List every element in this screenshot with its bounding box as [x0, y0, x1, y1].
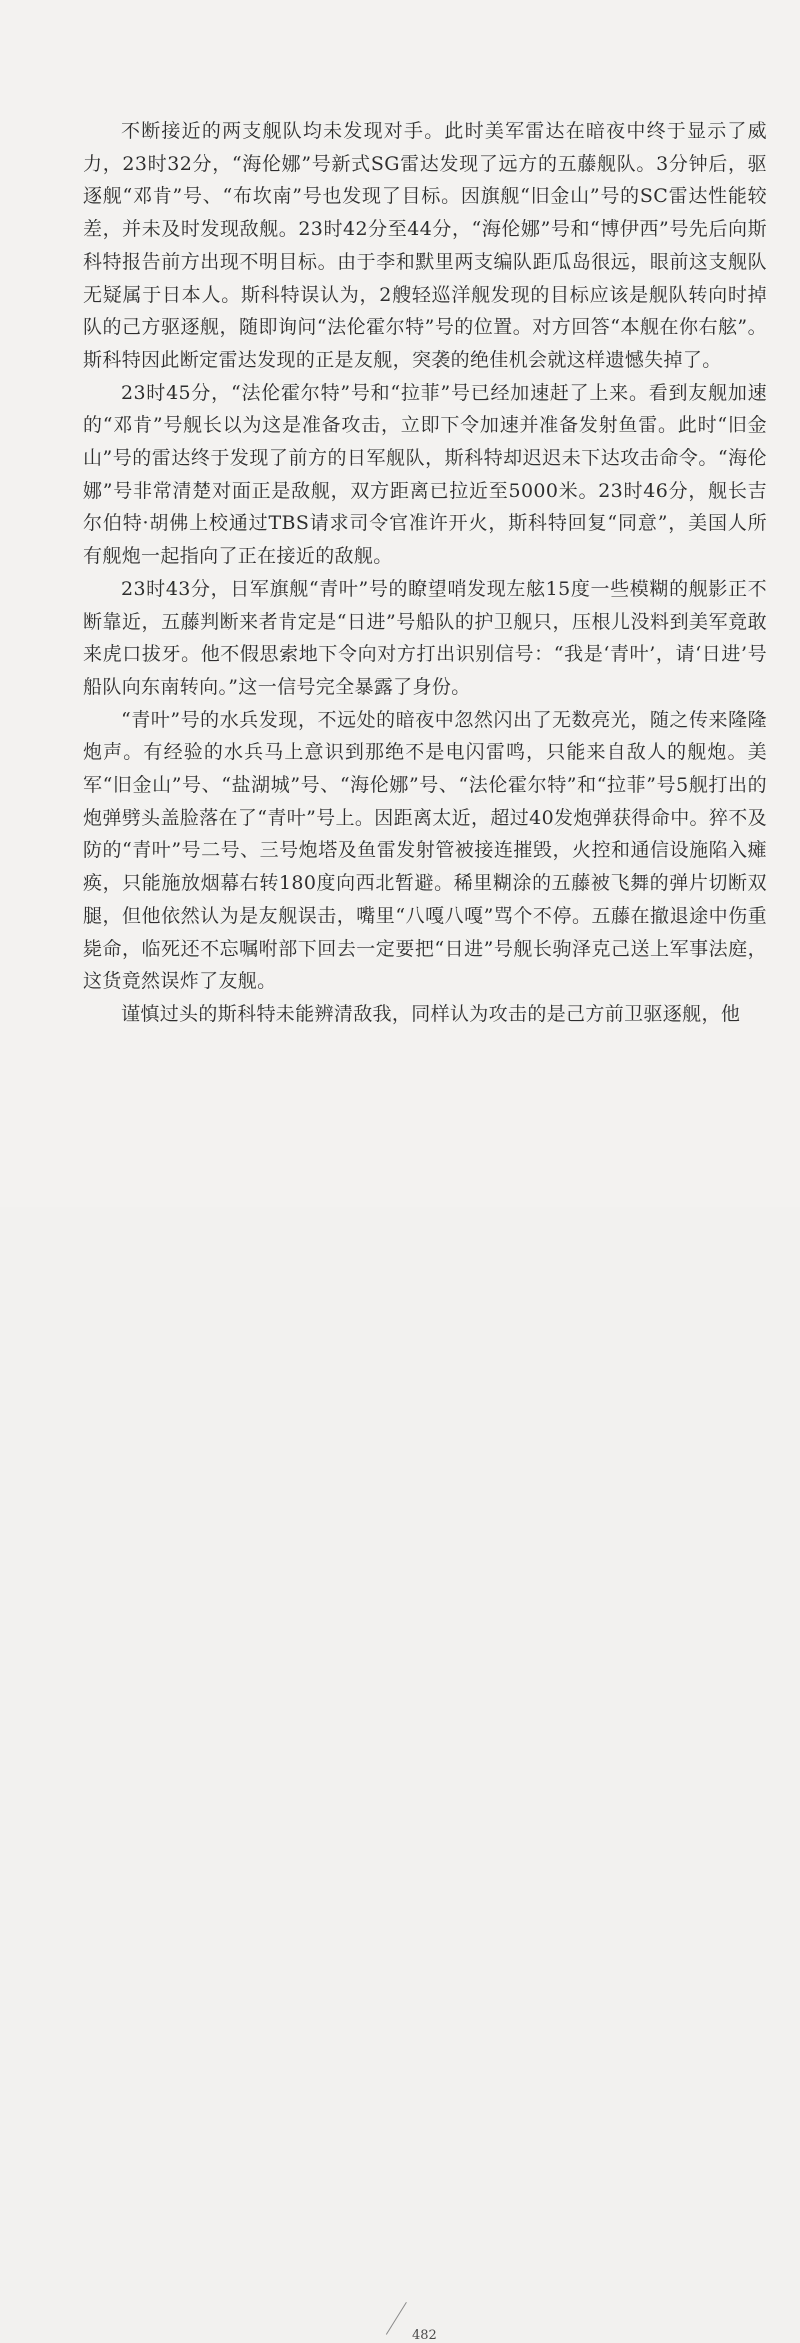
page-number: 482 [412, 2328, 437, 2343]
paragraph-5: 谨慎过头的斯科特未能辨清敌我，同样认为攻击的是己方前卫驱逐舰，他 [121, 1002, 741, 1025]
page-number-slash-decoration [386, 2302, 407, 2335]
paragraph-1: 不断接近的两支舰队均未发现对手。此时美军雷达在暗夜中终于显示了威力，23时32分，“海伦娜”号新式SG雷达发现了远方的五藤舰队。3分钟后，驱逐舰“邓肯”号、“布坎南”号也发现了目标。因旗舰“旧金山”号的SC雷达性能较差，并未及时发现敌舰。23时42分至44分，“海伦娜”号和“博伊西”号先后向斯科特报告前方出现不明目标。由于李和默里两支编队距瓜岛很远，眼前这支舰队无疑属于日本人。斯科特误认为，2艘轻巡洋舰发现的目标应该是舰队转向时掉队的己方驱逐舰，随即询问“法伦霍尔特”号的位置。对方回答“本舰在你右舷”。斯科特因此断定雷达发现的正是友舰，突袭的绝佳机会就这样遗憾失掉了。 [83, 120, 767, 371]
paragraph-4: “青叶”号的水兵发现，不远处的暗夜中忽然闪出了无数亮光，随之传来隆隆炮声。有经验的水兵马上意识到那绝不是电闪雷鸣，只能来自敌人的舰炮。美军“旧金山”号、“盐湖城”号、“海伦娜”号、“法伦霍尔特”和“拉菲”号5舰打出的炮弹劈头盖脸落在了“青叶”号上。因距离太近，超过40发炮弹获得命中。猝不及防的“青叶”号二号、三号炮塔及鱼雷发射管被接连摧毁，火控和通信设施陷入瘫痪，只能施放烟幕右转180度向西北暂避。稀里糊涂的五藤被飞舞的弹片切断双腿，但他依然认为是友舰误击，嘴里“八嘎八嘎”骂个不停。五藤在撤退途中伤重毙命，临死还不忘嘱咐部下回去一定要把“日进”号舰长驹泽克己送上军事法庭，这货竟然误炸了友舰。 [83, 708, 767, 993]
paragraph-3: 23时43分，日军旗舰“青叶”号的瞭望哨发现左舷15度一些模糊的舰影正不断靠近，五藤判断来者肯定是“日进”号船队的护卫舰只，压根儿没料到美军竟敢来虎口拔牙。他不假思索地下令向对方打出识别信号：“我是‘青叶’，请‘日进’号船队向东南转向。”这一信号完全暴露了身份。 [83, 577, 767, 698]
body-text [83, 115, 767, 1031]
paragraph-2: 23时45分，“法伦霍尔特”号和“拉菲”号已经加速赶了上来。看到友舰加速的“邓肯”号舰长以为这是准备攻击，立即下令加速并准备发射鱼雷。此时“旧金山”号的雷达终于发现了前方的日军舰队，斯科特却迟迟未下达攻击命令。“海伦娜”号非常清楚对面正是敌舰，双方距离已拉近至5000米。23时46分，舰长吉尔伯特·胡佛上校通过TBS请求司令官准许开火，斯科特回复“同意”，美国人所有舰炮一起指向了正在接近的敌舰。 [83, 381, 767, 568]
page-footer [0, 1150, 800, 2343]
